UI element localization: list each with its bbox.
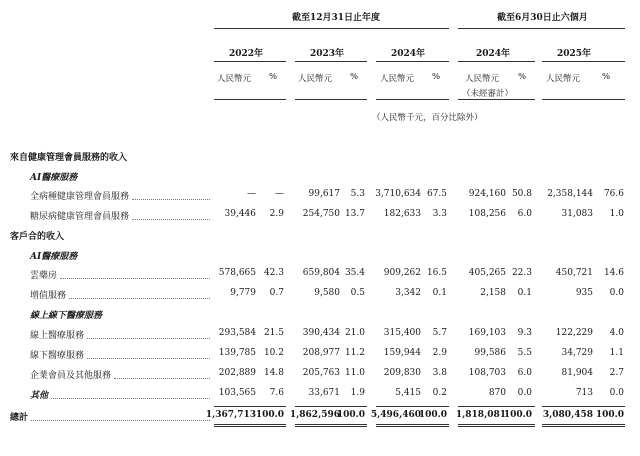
year-header-2025-h1: 2025年	[557, 49, 592, 59]
units-note: （人民幣千元，百分比除外）	[372, 113, 483, 123]
leader-dots	[31, 420, 210, 421]
total-double-rule	[376, 424, 449, 425]
total-double-rule	[458, 426, 535, 427]
percent-cell: 6.0	[517, 209, 532, 219]
amount-cell: 81,904	[561, 368, 593, 378]
amount-cell: 108,256	[468, 209, 506, 219]
percent-cell: 5.7	[432, 328, 447, 338]
half-year-header-rule	[458, 28, 625, 29]
amount-cell: 159,944	[383, 348, 421, 358]
amount-cell: 169,103	[468, 328, 506, 338]
unit-rmb-2022: 人民幣元	[217, 74, 252, 84]
row-label: 其他	[30, 391, 49, 401]
year-rule-2022	[214, 61, 286, 62]
amount-cell: 2,358,144	[547, 189, 593, 199]
amount-cell: 1,862,596	[289, 410, 340, 420]
percent-cell: 2.7	[609, 368, 624, 378]
amount-cell: 293,584	[218, 328, 256, 338]
percent-cell: 0.7	[269, 288, 284, 298]
percent-cell: 76.6	[603, 189, 624, 199]
percent-cell: 7.6	[269, 388, 284, 398]
unit-pct-2025-h1: %	[602, 72, 611, 82]
total-double-rule	[458, 424, 535, 425]
percent-cell: 100.0	[595, 410, 624, 420]
unaudited-note: （未經審計）	[462, 89, 514, 99]
year-rule-2025-h1	[542, 61, 625, 62]
percent-cell: 21.0	[344, 328, 365, 338]
percent-cell: 50.8	[511, 189, 532, 199]
percent-cell: 35.4	[344, 268, 365, 278]
amount-cell: 909,262	[383, 268, 421, 278]
percent-cell: 14.8	[263, 368, 284, 378]
percent-cell: 11.2	[344, 348, 365, 358]
amount-cell: 578,665	[218, 268, 256, 278]
percent-cell: 2.9	[269, 209, 284, 219]
total-double-rule	[214, 426, 286, 427]
row-label: 線上醫療服務	[30, 331, 85, 341]
row-label: 客戶合的收入	[10, 232, 65, 242]
amount-cell: 202,889	[218, 368, 256, 378]
percent-cell: 100.0	[418, 410, 447, 420]
unit-rule-2022	[214, 99, 286, 100]
unit-pct-2024: %	[432, 72, 441, 82]
unit-pct-2023: %	[350, 72, 359, 82]
amount-cell: 5,415	[395, 388, 421, 398]
amount-cell: 659,804	[302, 268, 340, 278]
annual-header-rule	[214, 28, 449, 29]
amount-cell: 99,586	[474, 348, 506, 358]
amount-cell: 450,721	[555, 268, 593, 278]
year-header-2023: 2023年	[310, 49, 345, 59]
total-top-rule	[376, 406, 449, 407]
percent-cell: 5.3	[350, 189, 365, 199]
leader-dots	[132, 199, 210, 200]
percent-cell: 21.5	[263, 328, 284, 338]
percent-cell: 14.6	[603, 268, 624, 278]
amount-cell: 182,633	[383, 209, 421, 219]
percent-cell: 0.0	[609, 388, 624, 398]
percent-cell: 67.5	[426, 189, 447, 199]
unit-pct-2024-h1: %	[518, 72, 527, 82]
amount-cell: 3,342	[395, 288, 421, 298]
percent-cell: 6.0	[517, 368, 532, 378]
year-header-2024: 2024年	[391, 49, 426, 59]
percent-cell: 3.3	[432, 209, 447, 219]
amount-cell: 390,434	[302, 328, 340, 338]
percent-cell: 5.5	[517, 348, 532, 358]
amount-cell: 34,729	[561, 348, 593, 358]
row-label: 來自健康管理會員服務的收入	[10, 153, 128, 163]
total-double-rule	[542, 426, 625, 427]
percent-cell: 0.1	[432, 288, 447, 298]
percent-cell: 0.5	[350, 288, 365, 298]
amount-cell: 122,229	[555, 328, 593, 338]
amount-cell: 2,158	[480, 288, 506, 298]
unit-rmb-2024-h1: 人民幣元	[465, 74, 500, 84]
percent-cell: 13.7	[344, 209, 365, 219]
percent-cell: 22.3	[511, 268, 532, 278]
percent-cell: 3.8	[432, 368, 447, 378]
unit-rule-2024-h1	[458, 99, 535, 100]
percent-cell: 0.2	[432, 388, 447, 398]
annual-period-header: 截至12月31日止年度	[292, 13, 381, 23]
total-top-rule	[542, 406, 625, 407]
percent-cell: 100.0	[503, 410, 532, 420]
row-label: 線上線下醫療服務	[30, 311, 103, 321]
row-label: AI醫療服務	[30, 252, 78, 262]
percent-cell: —	[275, 189, 284, 199]
leader-dots	[87, 358, 210, 359]
year-rule-2024	[376, 61, 449, 62]
amount-cell: 9,779	[230, 288, 256, 298]
total-double-rule	[295, 426, 367, 427]
total-top-rule	[214, 406, 286, 407]
amount-cell: 924,160	[468, 189, 506, 199]
leader-dots	[87, 338, 210, 339]
amount-cell: 31,083	[561, 209, 593, 219]
year-header-2022: 2022年	[229, 49, 264, 59]
amount-cell: 9,580	[314, 288, 340, 298]
percent-cell: 1.9	[350, 388, 365, 398]
percent-cell: 42.3	[263, 268, 284, 278]
half-year-period-header: 截至6月30日止六個月	[497, 13, 588, 23]
amount-cell: 139,785	[218, 348, 256, 358]
percent-cell: 0.1	[517, 288, 532, 298]
unit-rule-2023	[295, 99, 367, 100]
unit-rmb-2023: 人民幣元	[298, 74, 333, 84]
leader-dots	[51, 398, 210, 399]
leader-dots	[69, 298, 210, 299]
percent-cell: 16.5	[426, 268, 447, 278]
amount-cell: 39,446	[224, 209, 256, 219]
amount-cell: 3,080,458	[542, 410, 593, 420]
year-rule-2024-h1	[458, 61, 535, 62]
row-label: 總計	[10, 413, 29, 423]
amount-cell: 935	[575, 288, 593, 298]
percent-cell: 2.9	[432, 348, 447, 358]
total-double-rule	[542, 424, 625, 425]
amount-cell: 405,265	[468, 268, 506, 278]
row-label: 企業會員及其他服務	[30, 371, 112, 381]
unit-rmb-2025-h1: 人民幣元	[546, 74, 581, 84]
total-double-rule	[295, 424, 367, 425]
row-label: AI醫療服務	[30, 173, 78, 183]
percent-cell: 11.0	[344, 368, 365, 378]
amount-cell: 1,818,081	[455, 410, 506, 420]
total-top-rule	[458, 406, 535, 407]
leader-dots	[132, 219, 210, 220]
amount-cell: 254,750	[302, 209, 340, 219]
leader-dots	[60, 278, 210, 279]
year-rule-2023	[295, 61, 367, 62]
percent-cell: 4.0	[609, 328, 624, 338]
row-label: 雲藥房	[30, 271, 58, 281]
percent-cell: 1.0	[609, 209, 624, 219]
amount-cell: 103,565	[218, 388, 256, 398]
row-label: 線下醫療服務	[30, 351, 85, 361]
amount-cell: 3,710,634	[375, 189, 421, 199]
year-header-2024-h1: 2024年	[476, 49, 511, 59]
percent-cell: 1.1	[609, 348, 624, 358]
amount-cell: 108,703	[468, 368, 506, 378]
percent-cell: 0.0	[609, 288, 624, 298]
unit-rmb-2024: 人民幣元	[380, 74, 415, 84]
percent-cell: 100.0	[255, 410, 284, 420]
amount-cell: 5,496,460	[370, 410, 421, 420]
amount-cell: 713	[575, 388, 593, 398]
total-double-rule	[376, 426, 449, 427]
row-label: 增值服務	[30, 291, 67, 301]
unit-pct-2022: %	[269, 72, 278, 82]
percent-cell: 9.3	[517, 328, 532, 338]
percent-cell: 100.0	[336, 410, 365, 420]
total-double-rule	[214, 424, 286, 425]
unit-rule-2025-h1	[542, 99, 625, 100]
amount-cell: 205,763	[302, 368, 340, 378]
leader-dots	[114, 378, 210, 379]
amount-cell: 99,617	[308, 189, 340, 199]
amount-cell: 315,400	[383, 328, 421, 338]
amount-cell: 870	[488, 388, 506, 398]
row-label: 糖尿病健康管理會員服務	[30, 212, 130, 222]
amount-cell: 1,367,713	[205, 410, 256, 420]
amount-cell: 209,830	[383, 368, 421, 378]
amount-cell: —	[247, 189, 256, 199]
unit-rule-2024	[376, 99, 449, 100]
amount-cell: 33,671	[308, 388, 340, 398]
percent-cell: 10.2	[263, 348, 284, 358]
row-label: 全病種健康管理會員服務	[30, 192, 130, 202]
total-top-rule	[295, 406, 367, 407]
percent-cell: 0.0	[517, 388, 532, 398]
amount-cell: 208,977	[302, 348, 340, 358]
